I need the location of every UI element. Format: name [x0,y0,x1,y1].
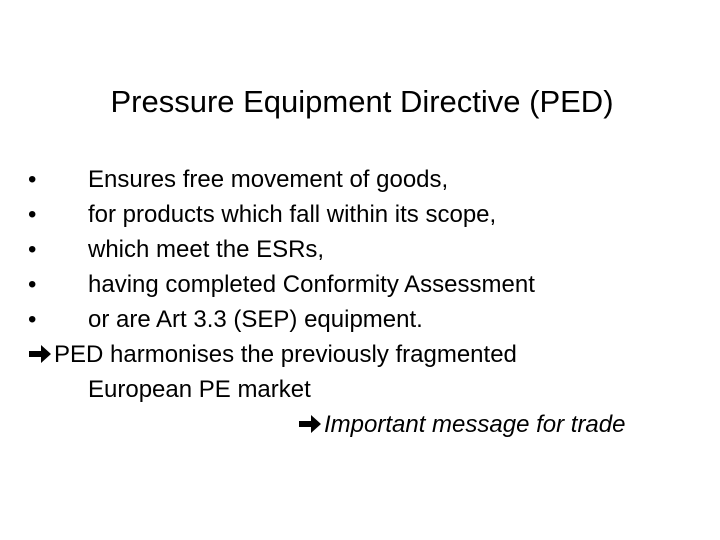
right-arrow-icon [28,343,52,365]
bullet-dot: • [28,236,37,263]
arrow-point-continuation-text: European PE market [88,376,311,403]
bullet-item [28,232,708,267]
bullet-text: which meet the ESRs, [88,236,325,263]
slide-title: Pressure Equipment Directive (PED) [110,84,614,119]
arrow-point-continuation [28,372,708,407]
bullet-text: for products which fall within its scope, [88,201,497,228]
important-message [28,407,708,442]
arrow-point [28,337,708,372]
right-arrow-icon [298,413,322,435]
important-message-text: Important message for trade [324,411,626,438]
bullet-dot: • [28,306,37,333]
arrow-point-text: PED harmonises the previously fragmented [54,341,517,368]
bullet-item [28,162,708,197]
bullet-text: having completed Conformity Assessment [88,271,535,298]
bullet-item [28,302,708,337]
bullet-dot: • [28,166,37,193]
bullet-text: or are Art 3.3 (SEP) equipment. [88,306,423,333]
bullet-text: Ensures free movement of goods, [88,166,449,193]
bullet-item [28,267,708,302]
important-message-line [298,407,625,442]
bullet-dot: • [28,271,37,298]
bullet-item [28,197,708,232]
bullet-list [28,162,708,442]
bullet-dot: • [28,201,37,228]
